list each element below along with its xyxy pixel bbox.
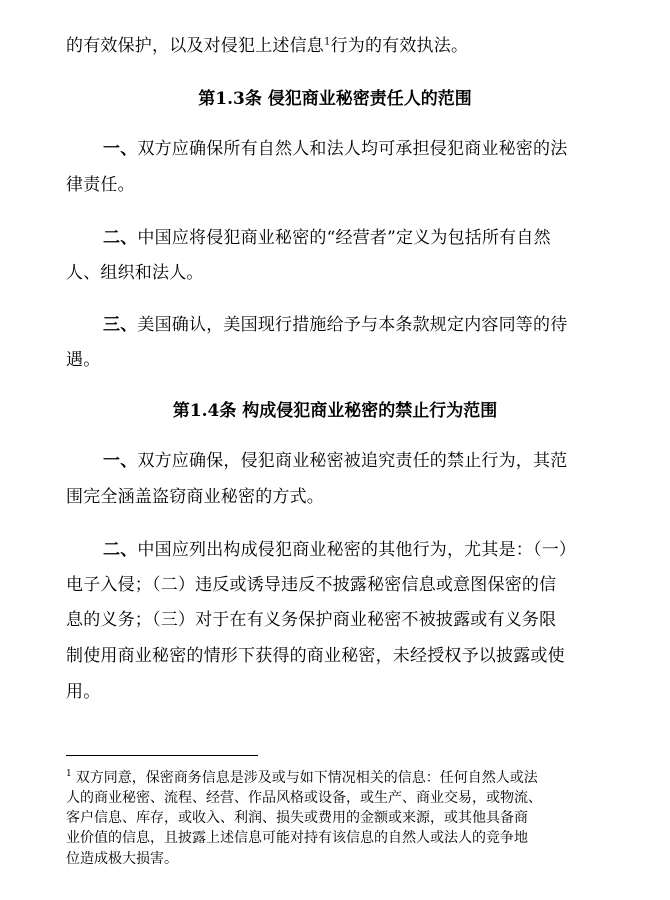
- article-1-3-item-2-line-2: 人、组织和法人。: [66, 263, 204, 283]
- footnote-line-1: [66, 769, 538, 787]
- footnote-line-3: 客户信息、库存，或收入、利润、损失或费用的金额或来源，或其他具备商: [66, 810, 528, 826]
- continuation-text-after: 行为的有效执法。: [330, 36, 469, 56]
- article-1-4-item-1-line-1: [103, 451, 567, 471]
- article-1-4-item-2-line-4: 制使用商业秘密的情形下获得的商业秘密，未经授权予以披露或使: [66, 646, 565, 666]
- item-number: 二、: [103, 228, 138, 248]
- item-text: 双方应确保所有自然人和法人均可承担侵犯商业秘密的法: [137, 139, 568, 159]
- item-number: 三、: [103, 315, 138, 335]
- footnote-line-4: 业价值的信息，且披露上述信息可能对持有该信息的自然人或法人的竞争地: [66, 830, 528, 846]
- footnote-line-5: 位造成极大损害。: [66, 851, 178, 867]
- article-1-4-item-1-line-2: 围完全涵盖盗窃商业秘密的方式。: [66, 487, 324, 507]
- article-1-4-item-2-line-5: 用。: [66, 682, 101, 702]
- continuation-line: [66, 36, 468, 56]
- article-1-3-item-3-line-2: 遇。: [66, 350, 101, 370]
- footnote-line-2: 人的商业秘密、流程、经营、作品风格或设备，或生产、商业交易，或物流、: [66, 790, 542, 806]
- article-1-4-item-2-line-2: 电子入侵；（二）违反或诱导违反不披露秘密信息或意图保密的信: [66, 575, 557, 595]
- article-1-3-item-1-line-2: 律责任。: [66, 175, 135, 195]
- article-1-3-item-3-line-1: [103, 315, 567, 335]
- article-1-3-heading: 第1.3条 侵犯商业秘密责任人的范围: [198, 89, 472, 109]
- article-1-4-item-2-line-1: [103, 540, 576, 560]
- item-number: 一、: [103, 451, 138, 471]
- article-1-3-item-2-line-1: [103, 228, 551, 248]
- article-1-4-heading: 第1.4条 构成侵犯商业秘密的禁止行为范围: [172, 401, 498, 421]
- footnote-text: 双方同意，保密商务信息是涉及或与如下情况相关的信息：任何自然人或法: [75, 770, 538, 786]
- continuation-text-before: 的有效保护，以及对侵犯上述信息: [66, 36, 324, 56]
- item-number: 二、: [103, 540, 138, 560]
- footnote-separator: [66, 755, 258, 756]
- footnote-reference[interactable]: 1: [324, 36, 331, 48]
- article-1-3-item-1-line-1: [103, 139, 567, 159]
- item-text: 中国应列出构成侵犯商业秘密的其他行为，尤其是：（一）: [137, 540, 577, 560]
- item-text: 美国确认，美国现行措施给予与本条款规定内容同等的待: [137, 315, 568, 335]
- item-number: 一、: [103, 139, 138, 159]
- article-1-4-item-2-line-3: 息的义务；（三）对于在有义务保护商业秘密不被披露或有义务限: [66, 610, 557, 630]
- item-text: 中国应将侵犯商业秘密的“经营者”定义为包括所有自然: [137, 228, 551, 248]
- item-text: 双方应确保，侵犯商业秘密被追究责任的禁止行为，其范: [137, 451, 568, 471]
- footnote-marker: 1: [66, 769, 72, 780]
